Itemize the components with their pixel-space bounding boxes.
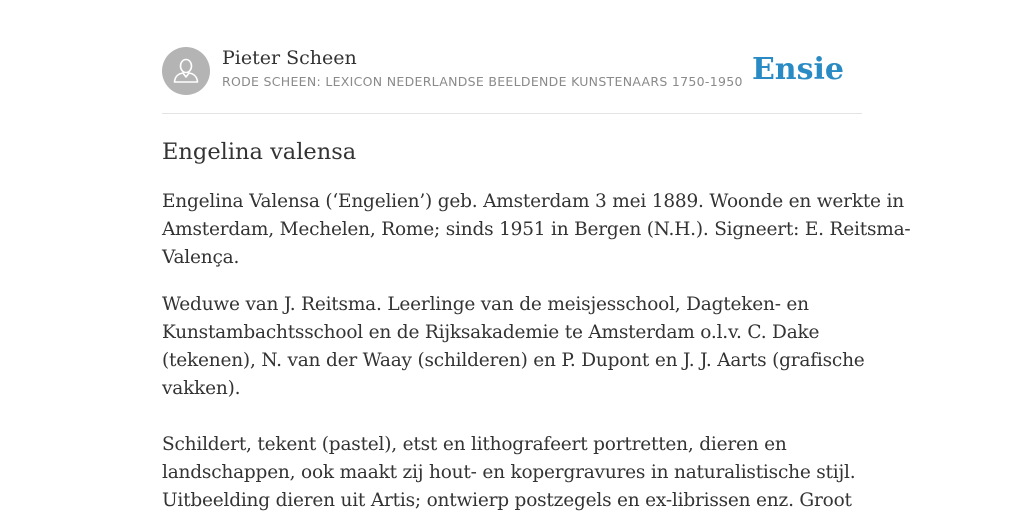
paragraph-line: Weduwe van J. Reitsma. Leerlinge van de meisjesschool, Dagteken- en xyxy=(162,294,809,315)
header-divider xyxy=(162,113,862,114)
article-content xyxy=(162,136,911,512)
article-header xyxy=(162,46,862,96)
article-paragraph xyxy=(162,188,911,272)
ensie-logo[interactable]: Ensie xyxy=(751,52,844,87)
paragraph-line: Amsterdam, Mechelen, Rome; sinds 1951 in Bergen (N.H.). Signeert: E. Reitsma- xyxy=(162,219,911,240)
paragraph-line: Schildert, tekent (pastel), etst en lithografeert portretten, dieren en xyxy=(162,434,787,455)
author-name[interactable]: Pieter Scheen xyxy=(222,47,357,69)
source-title[interactable]: RODE SCHEEN: LEXICON NEDERLANDSE BEELDENDE KUNSTENAARS 1750-1950 xyxy=(222,74,743,89)
article-paragraph xyxy=(162,431,862,512)
article-paragraph xyxy=(162,291,865,403)
paragraph-line: landschappen, ook maakt zij hout- en kopergravures in naturalistische stijl. xyxy=(162,462,856,483)
paragraph-line: Valença. xyxy=(162,247,240,268)
paragraph-line: Engelina Valensa (‘Engelien’) geb. Amsterdam 3 mei 1889. Woonde en werkte in xyxy=(162,191,904,212)
paragraph-line: (tekenen), N. van der Waay (schilderen) en P. Dupont en J. J. Aarts (grafische xyxy=(162,350,865,371)
paragraph-line: Uitbeelding dieren uit Artis; ontwierp postzegels en ex-librissen enz. Groot xyxy=(162,490,852,511)
user-avatar-icon[interactable] xyxy=(162,47,210,95)
paragraph-line: vakken). xyxy=(162,378,241,399)
paragraph-line: Kunstambachtsschool en de Rijksakademie te Amsterdam o.l.v. C. Dake xyxy=(162,322,820,343)
article-title: Engelina valensa xyxy=(162,139,357,165)
